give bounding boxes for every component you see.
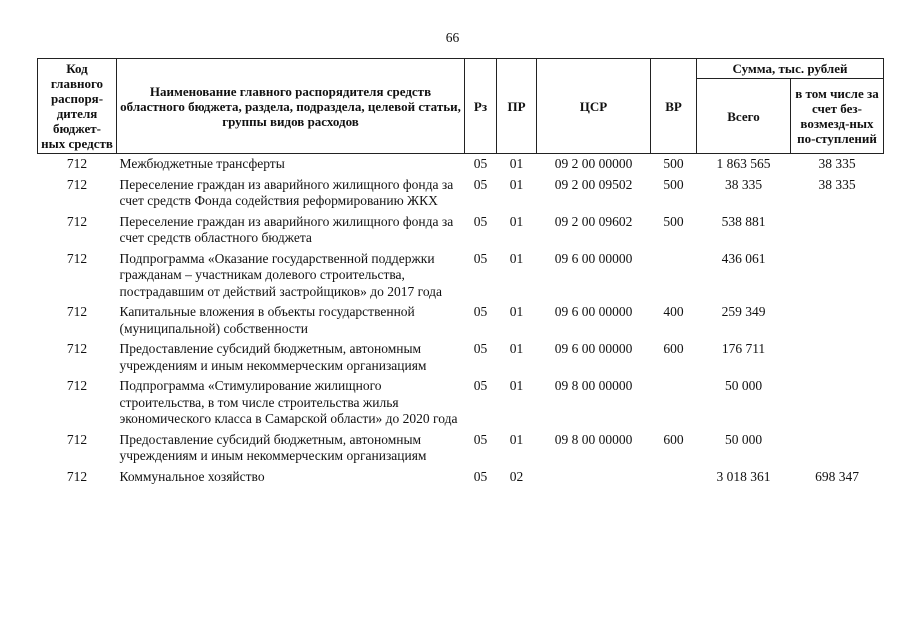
cell-name: Переселение граждан из аварийного жилищного фонда за счет средств Фонда содействия реформированию ЖКХ (119, 176, 454, 208)
cell-csr: 09 6 00 00000 (554, 341, 633, 356)
table-row (38, 339, 884, 376)
cell-vr (651, 249, 697, 303)
header-sum: Сумма, тыс. рублей (697, 59, 884, 79)
cell-code: 712 (66, 341, 88, 356)
page-number: 66 (445, 30, 460, 45)
cell-pr: 01 (509, 378, 524, 393)
cell-rz: 05 (473, 341, 488, 356)
cell-csr: 09 8 00 00000 (554, 431, 633, 447)
table-row (38, 376, 884, 430)
cell-total: 1 863 565 (716, 156, 771, 171)
cell-vr: 400 (663, 304, 684, 319)
header-rz: Рз (465, 59, 497, 154)
table-row (38, 430, 884, 467)
cell-pr: 01 (509, 156, 524, 171)
cell-rz: 05 (473, 304, 488, 319)
cell-pr: 01 (509, 431, 524, 447)
table-row (38, 154, 884, 175)
cell-csr: 09 8 00 00000 (554, 378, 633, 393)
cell-rz: 05 (473, 378, 488, 393)
cell-pr: 01 (509, 213, 524, 229)
cell-free (791, 302, 884, 339)
cell-vr (651, 376, 697, 430)
cell-pr: 01 (509, 304, 524, 319)
cell-pr: 02 (509, 468, 524, 484)
cell-vr: 500 (663, 176, 684, 192)
cell-code: 712 (66, 176, 88, 192)
cell-rz: 05 (473, 250, 488, 266)
cell-free (791, 212, 884, 249)
cell-csr: 09 2 00 09502 (554, 176, 633, 192)
cell-name: Межбюджетные трансферты (119, 156, 285, 171)
cell-free (791, 339, 884, 376)
cell-vr: 600 (663, 431, 684, 447)
cell-total: 436 061 (721, 250, 766, 266)
header-vr: ВР (651, 59, 697, 154)
table-row (38, 302, 884, 339)
cell-name: Переселение граждан из аварийного жилищного фонда за счет средств областного бюджета (119, 213, 454, 245)
cell-rz: 05 (473, 213, 488, 229)
table-body (38, 154, 884, 488)
cell-pr: 01 (509, 341, 524, 356)
cell-code: 712 (66, 156, 88, 171)
cell-pr: 01 (509, 250, 524, 266)
cell-csr: 09 6 00 00000 (554, 250, 633, 266)
cell-vr: 500 (663, 156, 684, 171)
header-name: Наименование главного распорядителя средств областного бюджета, раздела, подраздела, целевой статьи, группы видов расходов (117, 59, 465, 154)
cell-rz: 05 (473, 176, 488, 192)
cell-total: 38 335 (724, 176, 763, 192)
cell-total: 259 349 (721, 304, 766, 319)
header-free: в том числе за счет без-возмезд-ных по-ступлений (791, 79, 884, 154)
cell-vr (651, 467, 697, 488)
cell-code: 712 (66, 431, 88, 447)
cell-total: 538 881 (721, 213, 766, 229)
cell-csr: 09 6 00 00000 (554, 304, 633, 319)
cell-code: 712 (66, 304, 88, 319)
header-csr: ЦСР (537, 59, 651, 154)
cell-name: Коммунальное хозяйство (119, 468, 265, 484)
table-header (38, 59, 884, 154)
cell-name: Предоставление субсидий бюджетным, автономным учреждениям и иным некоммерческим организациям (119, 341, 427, 373)
cell-rz: 05 (473, 431, 488, 447)
cell-free (791, 376, 884, 430)
cell-code: 712 (66, 378, 88, 393)
cell-csr: 09 2 00 09602 (554, 213, 633, 229)
cell-code: 712 (66, 250, 88, 266)
header-code: Код главного распоря-дителя бюджет-ных средств (38, 59, 117, 154)
cell-code: 712 (66, 468, 88, 484)
header-pr: ПР (497, 59, 537, 154)
cell-name: Предоставление субсидий бюджетным, автономным учреждениям и иным некоммерческим организациям (119, 431, 427, 463)
cell-free: 38 335 (818, 156, 856, 171)
header-total: Всего (697, 79, 791, 154)
cell-total: 50 000 (724, 431, 763, 447)
table-row (38, 212, 884, 249)
cell-free (791, 249, 884, 303)
table-row (38, 175, 884, 212)
table-row (38, 249, 884, 303)
cell-name: Подпрограмма «Стимулирование жилищного строительства, в том числе строительства жилья экономического класса в Самарской области» до 2020 года (119, 378, 458, 426)
cell-free: 698 347 (815, 468, 859, 484)
cell-pr: 01 (509, 176, 524, 192)
cell-name: Подпрограмма «Оказание государственной поддержки гражданам – участникам долевого строительства, пострадавшим от действий застройщиков» до 2017 года (119, 250, 443, 299)
cell-csr: 09 2 00 00000 (554, 156, 633, 171)
cell-csr (537, 467, 651, 488)
cell-rz: 05 (473, 156, 488, 171)
table-row (38, 467, 884, 488)
cell-vr: 500 (663, 213, 684, 229)
cell-free: 38 335 (818, 176, 856, 192)
cell-rz: 05 (473, 468, 488, 484)
cell-total: 176 711 (721, 341, 766, 356)
cell-code: 712 (66, 213, 88, 229)
cell-name: Капитальные вложения в объекты государственной (муниципальной) собственности (119, 304, 415, 336)
cell-free (791, 430, 884, 467)
cell-total: 50 000 (724, 378, 763, 393)
cell-vr: 600 (663, 341, 684, 356)
cell-total: 3 018 361 (716, 468, 771, 484)
budget-table (37, 58, 884, 487)
